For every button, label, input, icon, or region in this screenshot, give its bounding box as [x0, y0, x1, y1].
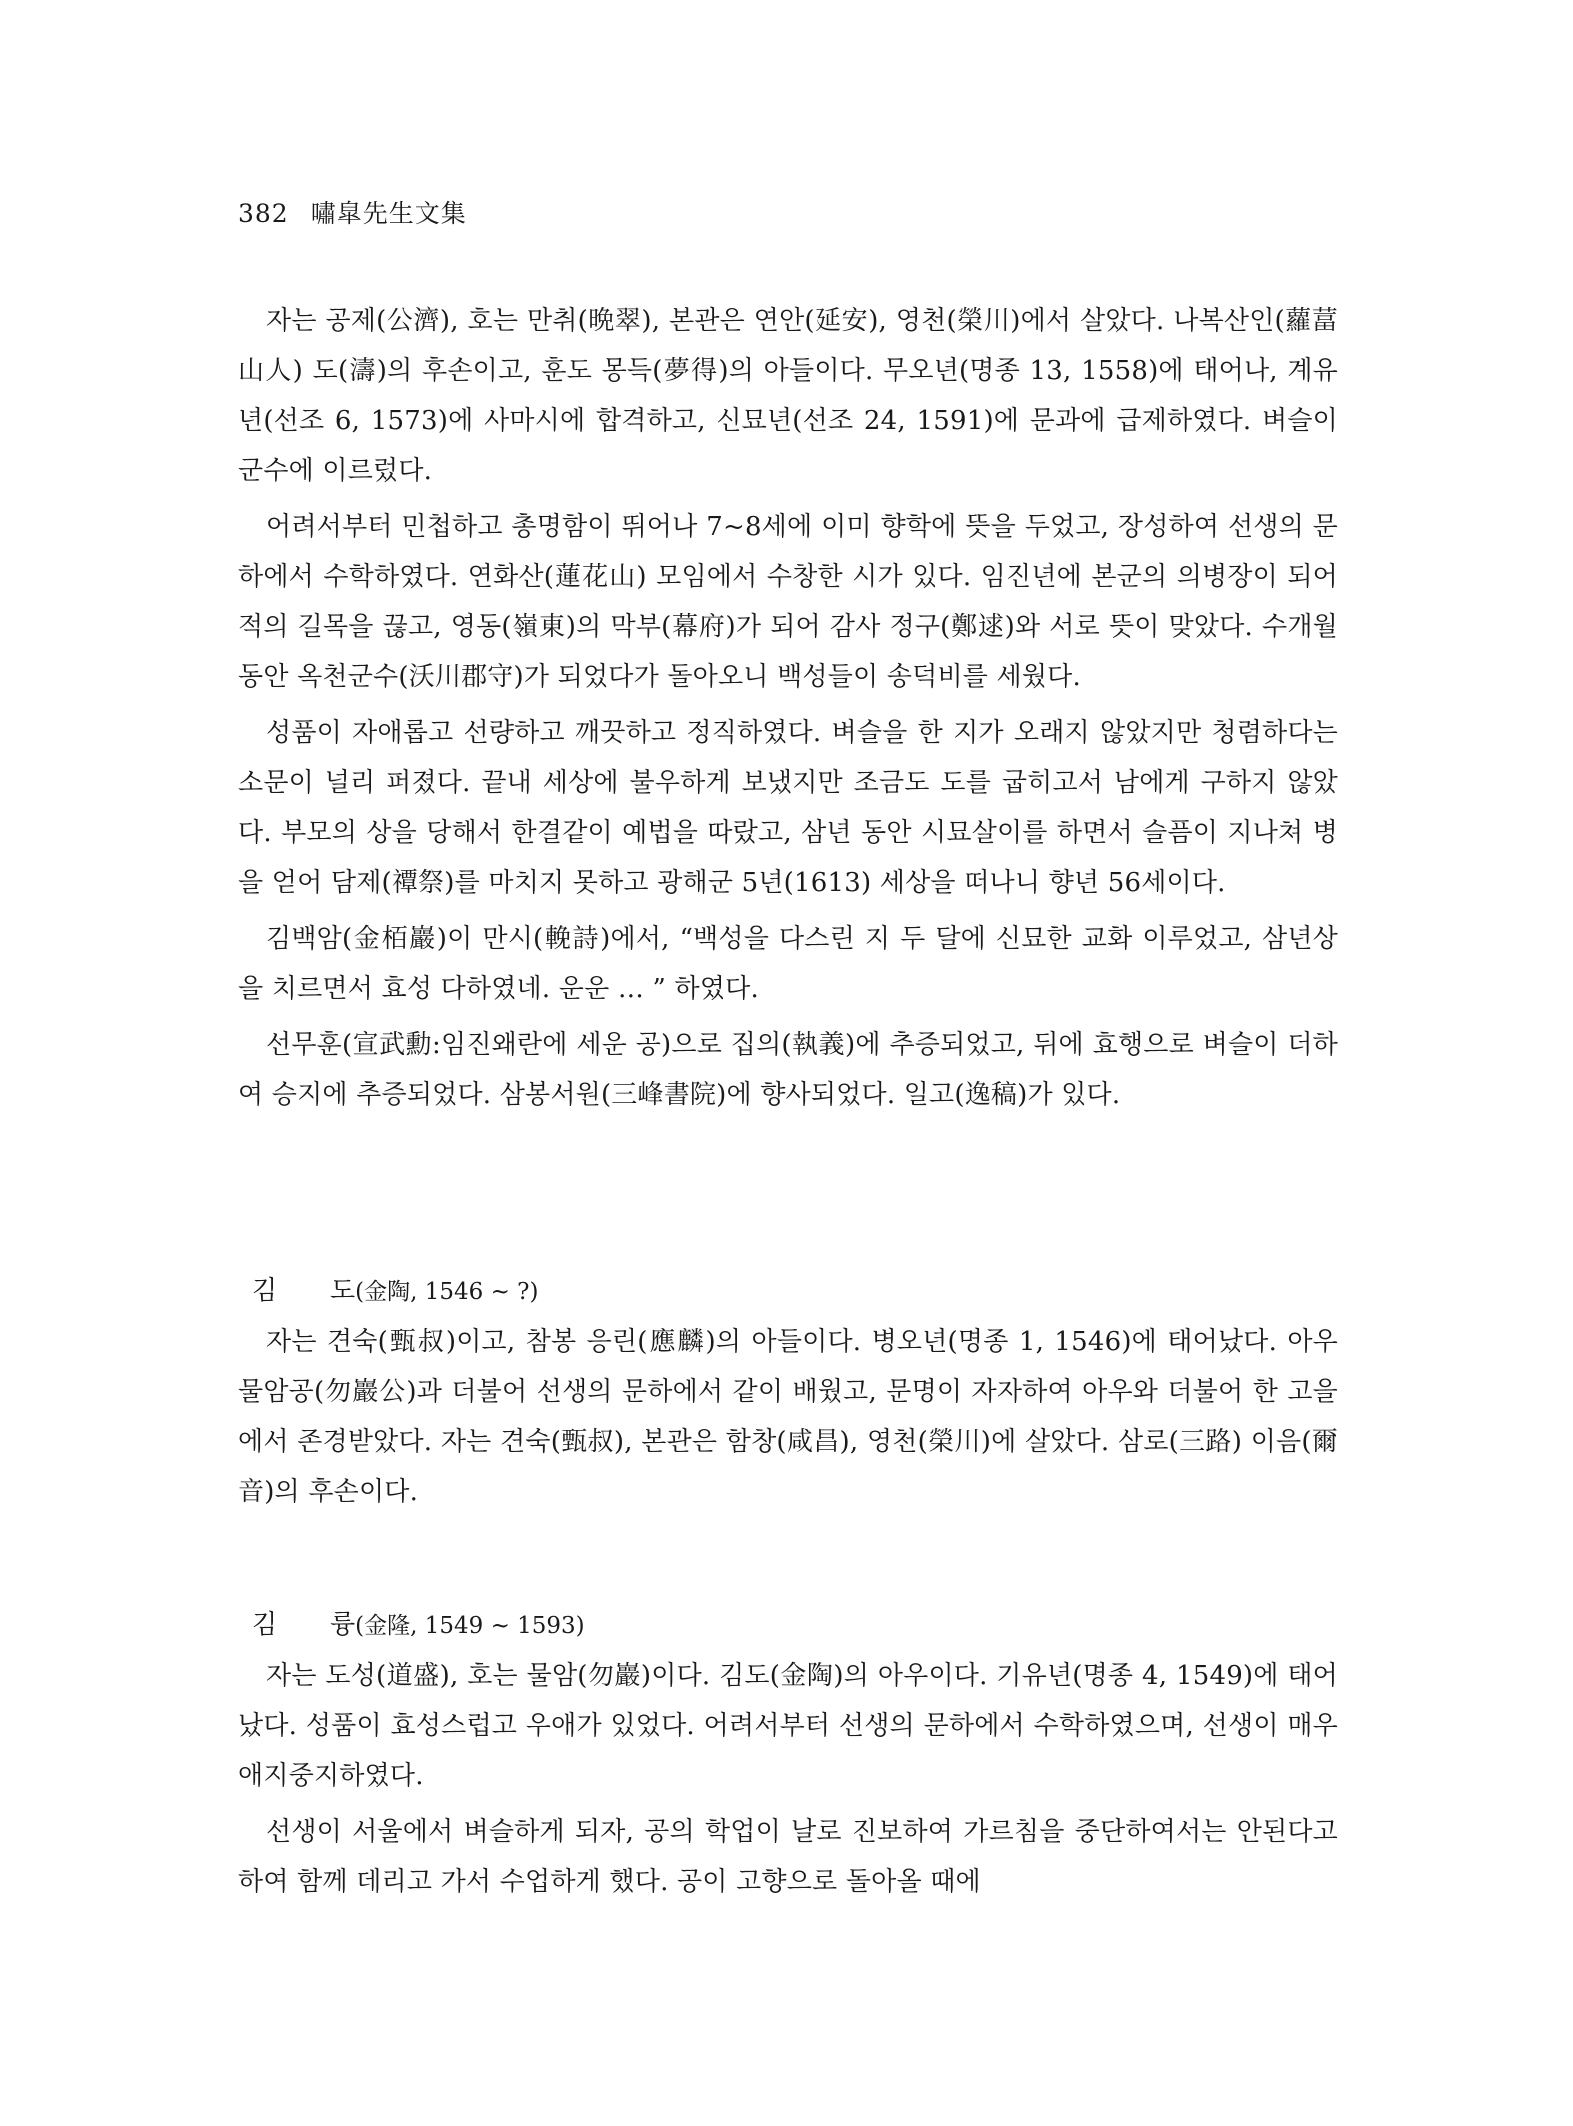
- biography-entry-3: [238, 1600, 1338, 1907]
- entry-dates: (金隆, 1549 ~ 1593): [355, 1613, 585, 1639]
- entry-given-name: 도: [330, 1276, 356, 1306]
- paragraph: 어려서부터 민첩하고 총명함이 뛰어나 7~8세에 이미 향학에 뜻을 두었고, 장성하여 선생의 문하에서 수학하였다. 연화산(蓮花山) 모임에서 수창한 시가 있다. 임진년에 본군의 의병장이 되어 적의 길목을 끊고, 영동(嶺東)의 막부(幕府)가 되어 감사 정구(鄭逑)와 서로 뜻이 맞았다. 수개월 동안 옥천군수(沃川郡守)가 되었다가 돌아오니 백성들이 송덕비를 세웠다.: [238, 512, 1338, 692]
- running-header: [238, 196, 467, 232]
- paragraph: 선생이 서울에서 벼슬하게 되자, 공의 학업이 날로 진보하여 가르침을 중단하여서는 안된다고 하여 함께 데리고 가서 수업하게 했다. 공이 고향으로 돌아올 때에: [238, 1817, 1338, 1897]
- entry-surname: 김: [252, 1276, 278, 1306]
- entry-heading: [238, 1266, 1338, 1317]
- paragraph: 선무훈(宣武勳:임진왜란에 세운 공)으로 집의(執義)에 추증되었고, 뒤에 효행으로 벼슬이 더하여 승지에 추증되었다. 삼봉서원(三峰書院)에 향사되었다. 일고(逸稿)가 있다.: [238, 1030, 1338, 1110]
- entry-surname: 김: [252, 1610, 278, 1640]
- paragraph: 자는 견숙(甄叔)이고, 참봉 응린(應麟)의 아들이다. 병오년(명종 1, 1546)에 태어났다. 아우 물암공(勿巖公)과 더불어 선생의 문하에서 같이 배웠고, 문명이 자자하여 아우와 더불어 한 고을에서 존경받았다. 자는 견숙(甄叔), 본관은 함창(咸昌), 영천(榮川)에 살았다. 삼로(三路) 이음(爾音)의 후손이다.: [238, 1327, 1338, 1507]
- book-title: 嘯皐先生文集: [310, 199, 467, 228]
- page-number: 382: [238, 199, 289, 228]
- paragraph: 성품이 자애롭고 선량하고 깨끗하고 정직하였다. 벼슬을 한 지가 오래지 않았지만 청렴하다는 소문이 널리 퍼졌다. 끝내 세상에 불우하게 보냈지만 조금도 도를 굽히고서 남에게 구하지 않았다. 부모의 상을 당해서 한결같이 예법을 따랐고, 삼년 동안 시묘살이를 하면서 슬픔이 지나쳐 병을 얻어 담제(禫祭)를 마치지 못하고 광해군 5년(1613) 세상을 떠나니 향년 56세이다.: [238, 718, 1338, 898]
- paragraph: 자는 도성(道盛), 호는 물암(勿巖)이다. 김도(金陶)의 아우이다. 기유년(명종 4, 1549)에 태어났다. 성품이 효성스럽고 우애가 있었다. 어려서부터 선생의 문하에서 수학하였으며, 선생이 매우 애지중지하였다.: [238, 1661, 1338, 1791]
- paragraph: 자는 공제(公濟), 호는 만취(晩翠), 본관은 연안(延安), 영천(榮川)에서 살았다. 나복산인(蘿葍山人) 도(濤)의 후손이고, 훈도 몽득(夢得)의 아들이다. 무오년(명종 13, 1558)에 태어나, 계유년(선조 6, 1573)에 사마시에 합격하고, 신묘년(선조 24, 1591)에 문과에 급제하였다. 벼슬이 군수에 이르렀다.: [238, 306, 1338, 486]
- biography-entry-2: [238, 1266, 1338, 1517]
- paragraph: 김백암(金栢巖)이 만시(輓詩)에서, “백성을 다스린 지 두 달에 신묘한 교화 이루었고, 삼년상을 치르면서 효성 다하였네. 운운 … ” 하였다.: [238, 924, 1338, 1004]
- biography-entry-1: [238, 296, 1338, 1120]
- entry-given-name: 륭: [330, 1610, 356, 1640]
- entry-heading: [238, 1600, 1338, 1651]
- entry-dates: (金陶, 1546 ~ ?): [355, 1279, 539, 1305]
